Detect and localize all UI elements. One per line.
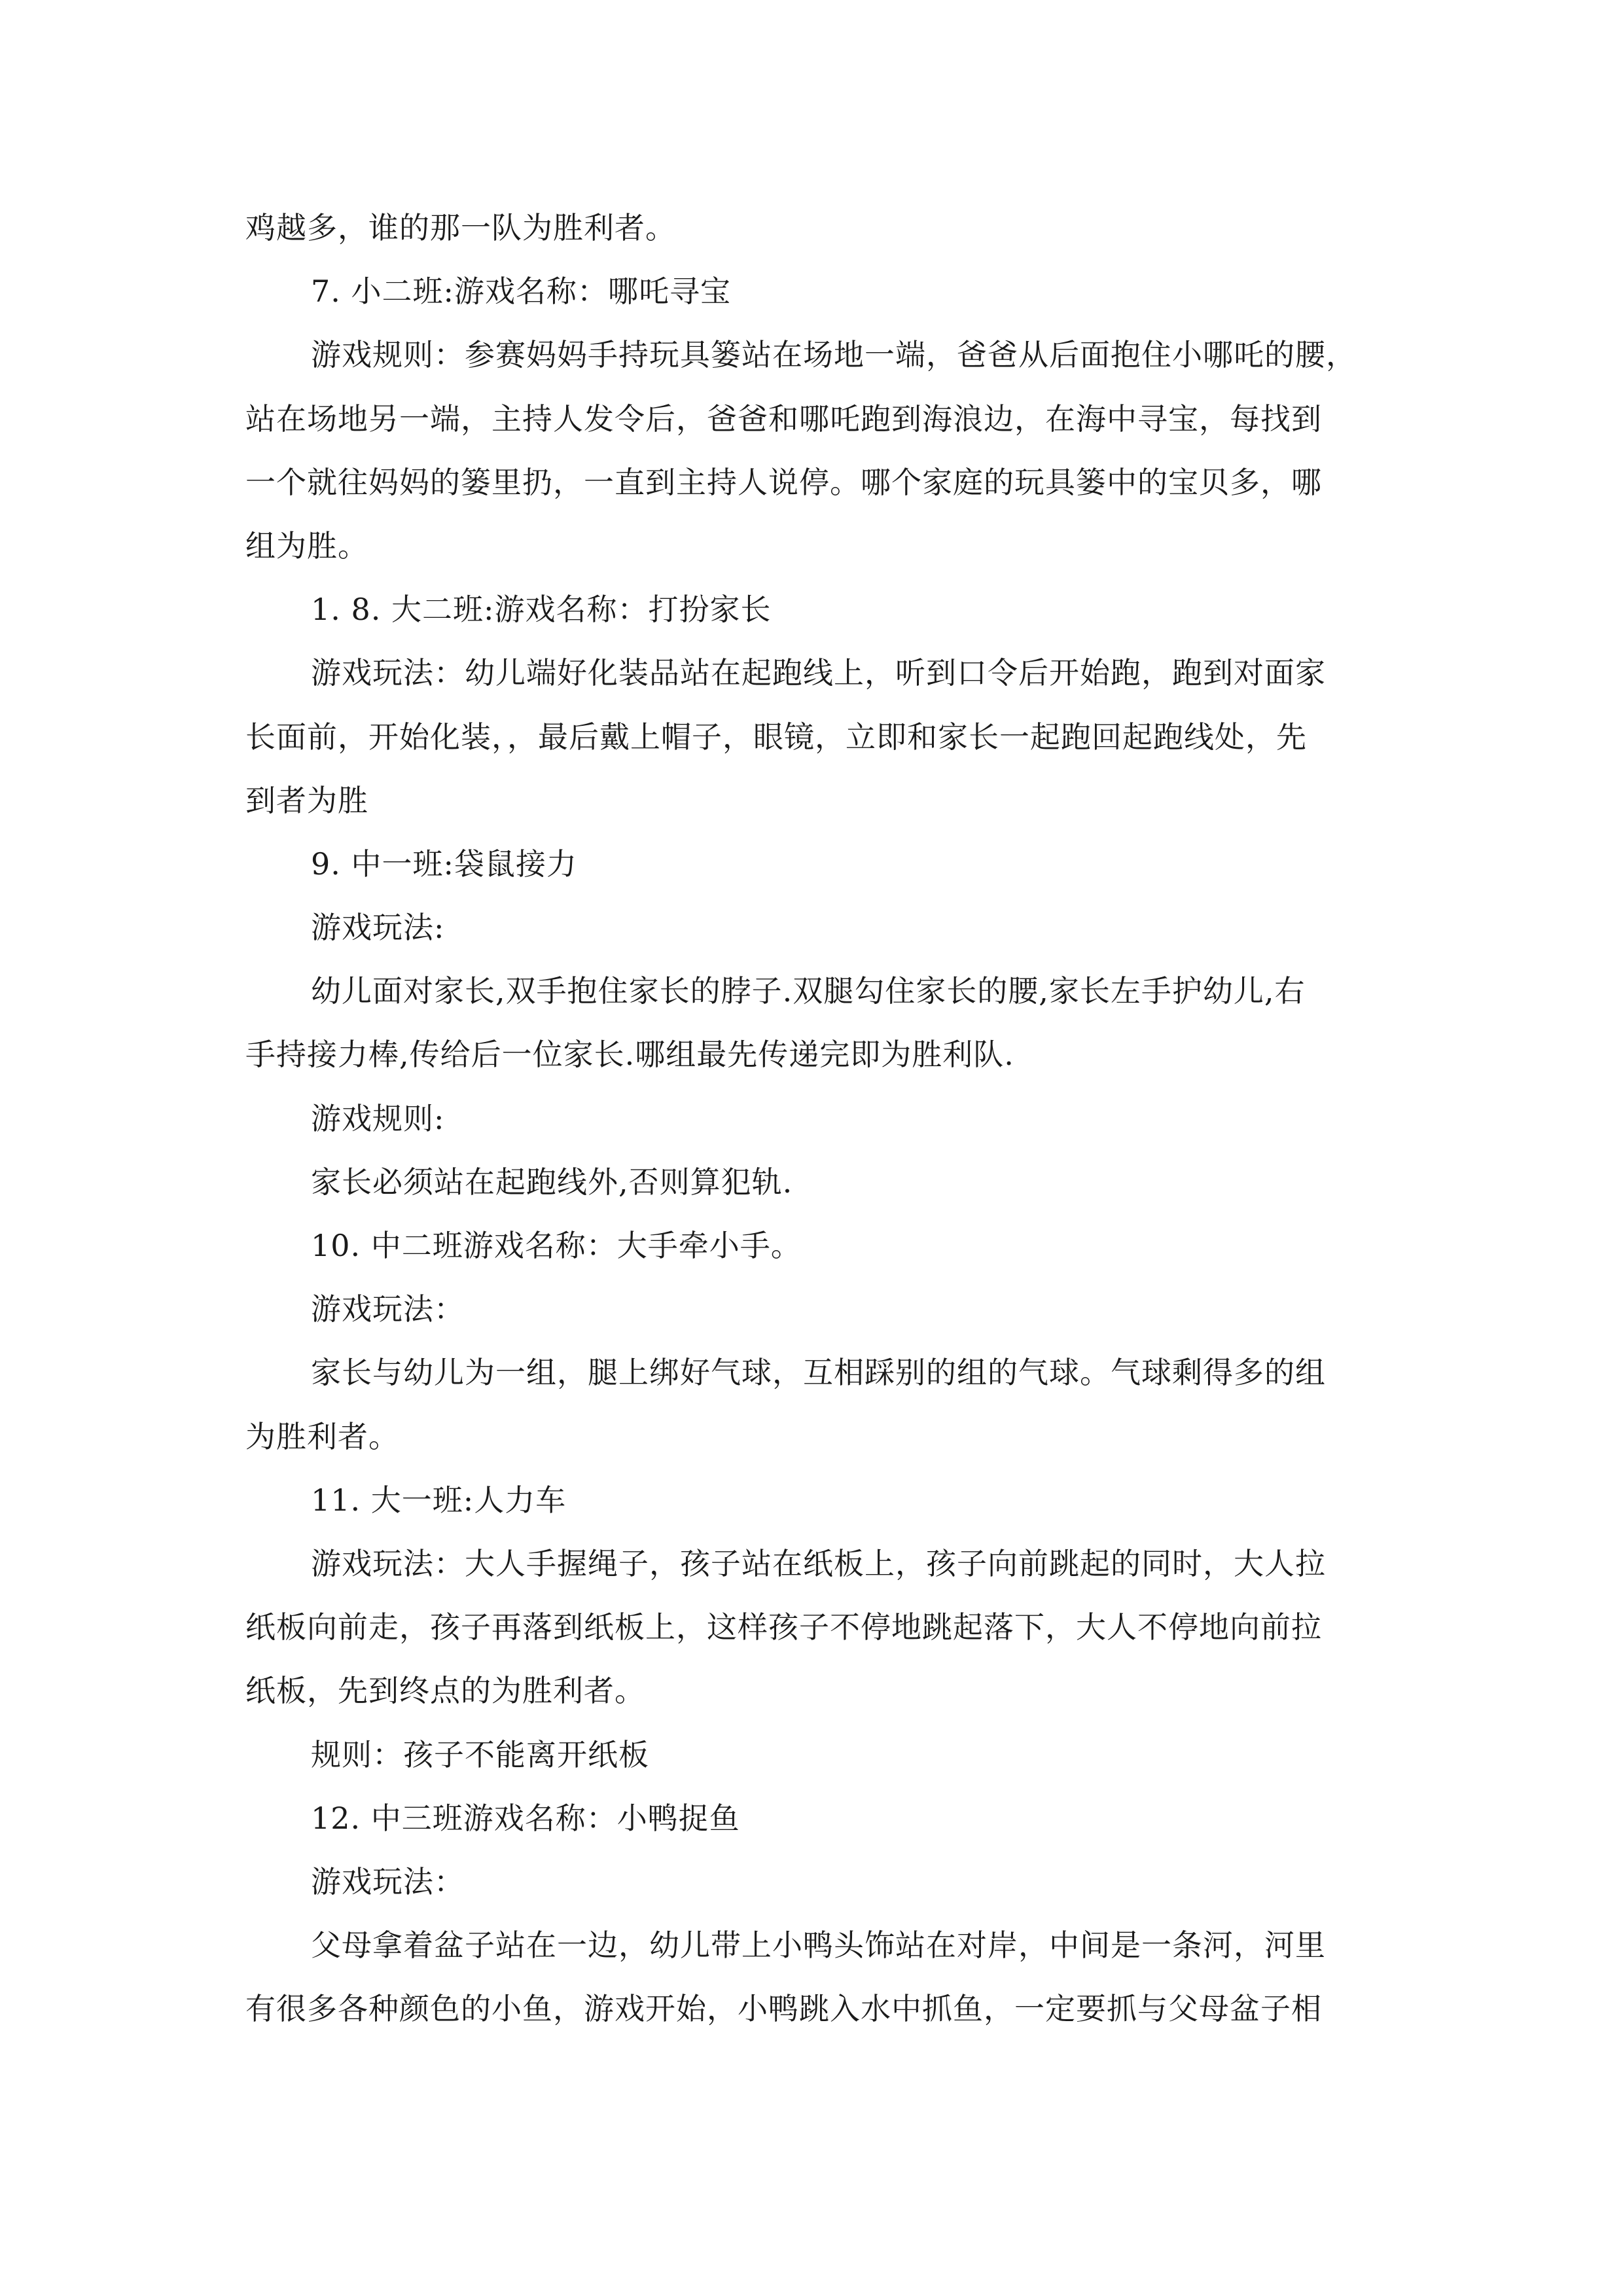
- text-line: 有很多各种颜色的小鱼，游戏开始，小鸭跳入水中抓鱼，一定要抓与父母盆子相: [245, 1991, 1322, 2027]
- text-line: 规则：孩子不能离开纸板: [311, 1736, 649, 1772]
- text-line: 游戏玩法：: [311, 1291, 465, 1327]
- text-line: 鸡越多，谁的那一队为胜利者。: [245, 210, 676, 245]
- text-line: 1. 8. 大二班:游戏名称：打扮家长: [311, 592, 772, 628]
- text-line: 幼儿面对家长,双手抱住家长的脖子.双腿勾住家长的腰,家长左手护幼儿,右: [311, 973, 1306, 1009]
- text-line: 手持接力棒,传给后一位家长.哪组最先传递完即为胜利队.: [245, 1037, 1014, 1073]
- text-line: 纸板，先到终点的为胜利者。: [245, 1673, 645, 1709]
- text-line: 游戏玩法:: [311, 910, 445, 946]
- text-line: 7. 小二班:游戏名称：哪吒寻宝: [311, 274, 732, 310]
- text-line: 长面前，开始化装，，最后戴上帽子，眼镜，立即和家长一起跑回起跑线处，先: [245, 719, 1307, 755]
- text-line: 9. 中一班:袋鼠接力: [311, 846, 578, 882]
- document-page: [245, 196, 1378, 2041]
- text-line: 家长与幼儿为一组，腿上绑好气球，互相踩别的组的气球。气球剩得多的组: [311, 1355, 1326, 1391]
- text-line: 10. 中二班游戏名称：大手牵小手。: [311, 1228, 802, 1263]
- text-line: 一个就往妈妈的篓里扔，一直到主持人说停。哪个家庭的玩具篓中的宝贝多，哪: [245, 464, 1322, 500]
- text-line: 游戏玩法：大人手握绳子，孩子站在纸板上，孩子向前跳起的同时，大人拉: [311, 1545, 1326, 1581]
- text-line: 游戏规则：参赛妈妈手持玩具篓站在场地一端，爸爸从后面抱住小哪吒的腰，: [311, 337, 1357, 373]
- text-line: 家长必须站在起跑线外,否则算犯轨.: [311, 1164, 793, 1200]
- text-line: 纸板向前走，孩子再落到纸板上，这样孩子不停地跳起落下，大人不停地向前拉: [245, 1609, 1322, 1645]
- text-line: 游戏玩法：幼儿端好化装品站在起跑线上，听到口令后开始跑，跑到对面家: [311, 655, 1326, 691]
- text-line: 组为胜。: [245, 528, 368, 564]
- text-line: 12. 中三班游戏名称：小鸭捉鱼: [311, 1800, 740, 1836]
- text-line: 为胜利者。: [245, 1418, 399, 1454]
- text-line: 游戏玩法：: [311, 1863, 465, 1899]
- text-line: 站在场地另一端，主持人发令后，爸爸和哪吒跑到海浪边，在海中寻宝，每找到: [245, 401, 1322, 437]
- text-line: 父母拿着盆子站在一边，幼儿带上小鸭头饰站在对岸，中间是一条河，河里: [311, 1928, 1326, 1964]
- text-line: 11. 大一班:人力车: [311, 1482, 567, 1518]
- text-line: 游戏规则:: [311, 1100, 445, 1136]
- text-line: 到者为胜: [245, 782, 368, 818]
